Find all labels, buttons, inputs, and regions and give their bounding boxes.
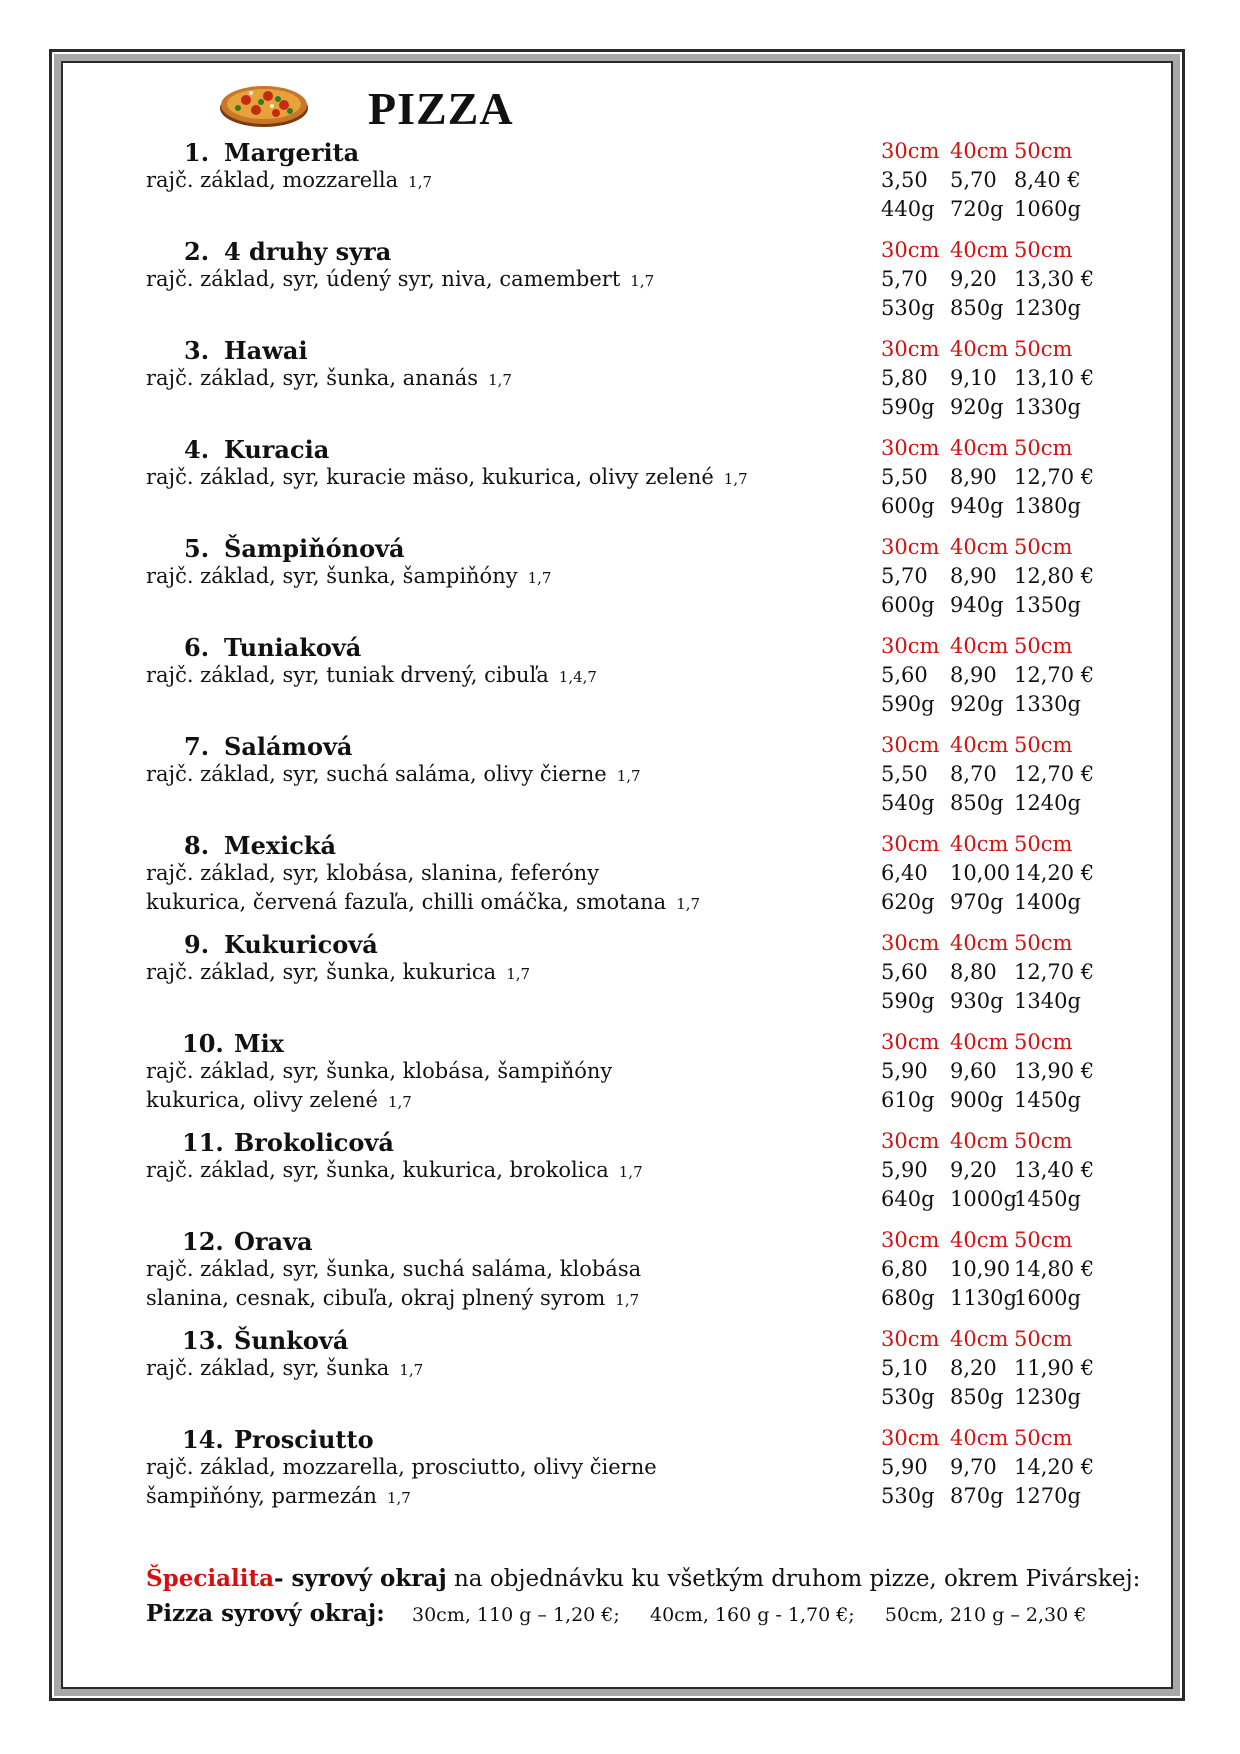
- pizza-ingredients: [146, 1158, 643, 1182]
- page-title: PIZZA: [368, 83, 514, 134]
- crust-prices: 30cm, 110 g – 1,20 €; 40cm, 160 g - 1,70 €; 50cm, 210 g – 2,30 €: [412, 1604, 1087, 1626]
- pizza-ingredients: [146, 1455, 657, 1479]
- pizza-name-text: Salámová: [224, 732, 353, 761]
- price-value: 8,90: [950, 663, 997, 687]
- crust-label: Pizza syrový okraj:: [146, 1600, 385, 1627]
- price-value: 6,40: [881, 861, 928, 885]
- price-value: 13,90 €: [1014, 1059, 1095, 1083]
- size-label: 40cm: [950, 1327, 1009, 1351]
- allergen-codes: 1,7: [630, 272, 655, 290]
- pizza-name-text: Mexická: [224, 831, 337, 860]
- pizza-name: [184, 930, 378, 959]
- ingredients-text: rajč. základ, mozzarella, prosciutto, olivy čierne: [146, 1455, 657, 1479]
- pizza-ingredients: [146, 1286, 639, 1310]
- pizza-ingredients: [146, 663, 597, 687]
- pizza-ingredients: [146, 1059, 612, 1083]
- pizza-name: [182, 1128, 394, 1157]
- price-value: 8,70: [950, 762, 997, 786]
- size-label: 40cm: [950, 1228, 1009, 1252]
- price-value: 5,90: [881, 1158, 928, 1182]
- weight-value: 850g: [950, 1385, 1004, 1409]
- pizza-name: [182, 1326, 348, 1355]
- weight-value: 610g: [881, 1088, 935, 1112]
- pizza-number: 2.: [184, 237, 210, 266]
- ingredients-text: rajč. základ, syr, šunka, suchá saláma, klobása: [146, 1257, 642, 1281]
- price-value: 12,70 €: [1014, 663, 1095, 687]
- size-label: 40cm: [950, 832, 1009, 856]
- price-value: 8,40 €: [1014, 168, 1081, 192]
- size-label: 30cm: [881, 832, 940, 856]
- price-value: 5,60: [881, 663, 928, 687]
- pizza-item: [0, 930, 1240, 1026]
- size-label: 40cm: [950, 337, 1009, 361]
- size-label: 30cm: [881, 535, 940, 559]
- pizza-ingredients: [146, 366, 512, 390]
- price-value: 13,40 €: [1014, 1158, 1095, 1182]
- size-label: 30cm: [881, 1228, 940, 1252]
- allergen-codes: 1,7: [488, 371, 512, 389]
- pizza-ingredients: [146, 1484, 411, 1508]
- price-value: 14,20 €: [1014, 861, 1095, 885]
- pizza-ingredients: [146, 1088, 412, 1112]
- price-value: 12,70 €: [1014, 762, 1095, 786]
- size-label: 30cm: [881, 1129, 940, 1153]
- weight-value: 1000g: [950, 1187, 1017, 1211]
- pizza-item: [0, 831, 1240, 927]
- price-value: 8,20: [950, 1356, 997, 1380]
- size-label: 50cm: [1014, 931, 1073, 955]
- size-label: 50cm: [1014, 436, 1073, 460]
- pizza-item: [0, 534, 1240, 630]
- pizza-number: 8.: [184, 831, 210, 860]
- weight-value: 1350g: [1014, 593, 1081, 617]
- allergen-codes: 1,7: [618, 1163, 643, 1181]
- pizza-ingredients: [146, 861, 599, 885]
- weight-value: 930g: [950, 989, 1004, 1013]
- size-label: 50cm: [1014, 238, 1073, 262]
- ingredients-text: rajč. základ, syr, šunka: [146, 1356, 390, 1380]
- size-label: 40cm: [950, 1426, 1009, 1450]
- pizza-item: [0, 1128, 1240, 1224]
- ingredients-text: rajč. základ, syr, tuniak drvený, cibuľa: [146, 663, 549, 687]
- pizza-name-text: Šunková: [234, 1326, 349, 1355]
- weight-value: 600g: [881, 593, 935, 617]
- pizza-name: [184, 138, 359, 167]
- size-label: 40cm: [950, 535, 1009, 559]
- price-value: 5,90: [881, 1059, 928, 1083]
- ingredients-text: rajč. základ, syr, šunka, kukurica, brokolica: [146, 1158, 609, 1182]
- pizza-ingredients: [146, 1356, 423, 1380]
- ingredients-text: šampiňóny, parmezán: [146, 1484, 377, 1508]
- price-value: 5,10: [881, 1356, 928, 1380]
- price-value: 11,90 €: [1014, 1356, 1095, 1380]
- pizza-ingredients: [146, 564, 551, 588]
- pizza-number: 14.: [182, 1425, 224, 1454]
- size-label: 30cm: [881, 634, 940, 658]
- weight-value: 540g: [881, 791, 935, 815]
- weight-value: 1240g: [1014, 791, 1081, 815]
- pizza-name: [184, 633, 361, 662]
- size-label: 30cm: [881, 139, 940, 163]
- pizza-item: [0, 435, 1240, 531]
- price-value: 9,60: [950, 1059, 997, 1083]
- pizza-number: 10.: [182, 1029, 224, 1058]
- size-label: 40cm: [950, 238, 1009, 262]
- pizza-ingredients: [146, 465, 748, 489]
- pizza-name-text: Kukuricová: [224, 930, 378, 959]
- size-label: 30cm: [881, 733, 940, 757]
- weight-value: 1380g: [1014, 494, 1081, 518]
- pizza-item: [0, 1227, 1240, 1323]
- pizza-name-text: Margerita: [224, 138, 360, 167]
- price-value: 14,20 €: [1014, 1455, 1095, 1479]
- price-value: 8,80: [950, 960, 997, 984]
- allergen-codes: 1,7: [506, 965, 531, 983]
- size-label: 40cm: [950, 931, 1009, 955]
- pizza-name-text: Tuniaková: [224, 633, 362, 662]
- pizza-item: [0, 237, 1240, 333]
- price-value: 5,90: [881, 1455, 928, 1479]
- weight-value: 530g: [881, 1385, 935, 1409]
- ingredients-text: rajč. základ, mozzarella: [146, 168, 399, 192]
- pizza-item: [0, 1029, 1240, 1125]
- allergen-codes: 1,7: [676, 895, 701, 913]
- price-value: 8,90: [950, 465, 997, 489]
- pizza-item: [0, 732, 1240, 828]
- pizza-item: [0, 336, 1240, 432]
- pizza-ingredients: [146, 267, 654, 291]
- specialty-label: Špecialita: [146, 1565, 274, 1592]
- weight-value: 940g: [950, 593, 1004, 617]
- pizza-name-text: Mix: [234, 1029, 284, 1058]
- size-label: 50cm: [1014, 634, 1073, 658]
- weight-value: 600g: [881, 494, 935, 518]
- pizza-ingredients: [146, 168, 432, 192]
- price-value: 10,00: [950, 861, 1011, 885]
- allergen-codes: 1,7: [527, 569, 552, 587]
- ingredients-text: rajč. základ, syr, kuracie mäso, kukurica, olivy zelené: [146, 465, 714, 489]
- weight-value: 1330g: [1014, 395, 1081, 419]
- weight-value: 440g: [881, 197, 935, 221]
- pizza-name: [182, 1425, 374, 1454]
- weight-value: 1060g: [1014, 197, 1081, 221]
- weight-value: 640g: [881, 1187, 935, 1211]
- weight-value: 900g: [950, 1088, 1004, 1112]
- price-value: 5,70: [881, 267, 928, 291]
- ingredients-text: rajč. základ, syr, údený syr, niva, camembert: [146, 267, 621, 291]
- price-value: 3,50: [881, 168, 928, 192]
- weight-value: 680g: [881, 1286, 935, 1310]
- size-label: 40cm: [950, 436, 1009, 460]
- allergen-codes: 1,7: [408, 173, 433, 191]
- pizza-name-text: Brokolicová: [234, 1128, 394, 1157]
- size-label: 50cm: [1014, 1327, 1073, 1351]
- pizza-number: 12.: [182, 1227, 224, 1256]
- price-value: 9,10: [950, 366, 997, 390]
- price-value: 5,80: [881, 366, 928, 390]
- price-value: 13,10 €: [1014, 366, 1095, 390]
- size-label: 40cm: [950, 634, 1009, 658]
- price-value: 8,90: [950, 564, 997, 588]
- size-label: 50cm: [1014, 1228, 1073, 1252]
- size-label: 40cm: [950, 139, 1009, 163]
- size-label: 50cm: [1014, 1030, 1073, 1054]
- pizza-item: [0, 1326, 1240, 1422]
- pizza-name: [182, 1029, 284, 1058]
- price-value: 5,70: [881, 564, 928, 588]
- price-value: 6,80: [881, 1257, 928, 1281]
- price-value: 10,90: [950, 1257, 1011, 1281]
- size-label: 30cm: [881, 238, 940, 262]
- pizza-number: 4.: [184, 435, 210, 464]
- specialty-line: [146, 1565, 1140, 1592]
- weight-value: 590g: [881, 989, 935, 1013]
- weight-value: 1330g: [1014, 692, 1081, 716]
- weight-value: 1450g: [1014, 1088, 1081, 1112]
- weight-value: 1230g: [1014, 1385, 1081, 1409]
- pizza-name-text: 4 druhy syra: [224, 237, 392, 266]
- ingredients-text: rajč. základ, syr, šunka, kukurica: [146, 960, 497, 984]
- price-value: 5,50: [881, 762, 928, 786]
- size-label: 30cm: [881, 931, 940, 955]
- ingredients-text: kukurica, olivy zelené: [146, 1088, 378, 1112]
- pizza-name: [184, 534, 405, 563]
- price-value: 12,80 €: [1014, 564, 1095, 588]
- size-label: 50cm: [1014, 733, 1073, 757]
- weight-value: 1450g: [1014, 1187, 1081, 1211]
- pizza-name-text: Prosciutto: [234, 1425, 374, 1454]
- weight-value: 850g: [950, 791, 1004, 815]
- price-value: 12,70 €: [1014, 465, 1095, 489]
- size-label: 40cm: [950, 1129, 1009, 1153]
- price-value: 9,20: [950, 267, 997, 291]
- ingredients-text: rajč. základ, syr, klobása, slanina, feferóny: [146, 861, 600, 885]
- allergen-codes: 1,7: [615, 1291, 640, 1309]
- allergen-codes: 1,7: [399, 1361, 424, 1379]
- size-label: 50cm: [1014, 337, 1073, 361]
- pizza-ingredients: [146, 1257, 641, 1281]
- pizza-name-text: Kuracia: [224, 435, 330, 464]
- size-label: 30cm: [881, 436, 940, 460]
- pizza-ingredients: [146, 960, 530, 984]
- weight-value: 530g: [881, 296, 935, 320]
- pizza-number: 9.: [184, 930, 210, 959]
- weight-value: 940g: [950, 494, 1004, 518]
- pizza-name: [184, 831, 336, 860]
- weight-value: 1600g: [1014, 1286, 1081, 1310]
- size-label: 50cm: [1014, 535, 1073, 559]
- pizza-name-text: Orava: [234, 1227, 313, 1256]
- price-value: 5,60: [881, 960, 928, 984]
- size-label: 50cm: [1014, 832, 1073, 856]
- ingredients-text: slanina, cesnak, cibuľa, okraj plnený syrom: [146, 1286, 606, 1310]
- pizza-number: 7.: [184, 732, 210, 761]
- ingredients-text: rajč. základ, syr, šunka, klobása, šampiňóny: [146, 1059, 613, 1083]
- specialty-note: na objednávku ku všetkým druhom pizze, okrem Pivárskej:: [446, 1566, 1141, 1592]
- price-value: 14,80 €: [1014, 1257, 1095, 1281]
- price-value: 9,20: [950, 1158, 997, 1182]
- size-label: 40cm: [950, 1030, 1009, 1054]
- pizza-name: [184, 237, 391, 266]
- pizza-name: [184, 732, 352, 761]
- ingredients-text: rajč. základ, syr, šunka, ananás: [146, 366, 479, 390]
- weight-value: 1230g: [1014, 296, 1081, 320]
- ingredients-text: kukurica, červená fazuľa, chilli omáčka, smotana: [146, 890, 667, 914]
- weight-value: 1400g: [1014, 890, 1081, 914]
- weight-value: 850g: [950, 296, 1004, 320]
- size-label: 30cm: [881, 337, 940, 361]
- weight-value: 530g: [881, 1484, 935, 1508]
- weight-value: 870g: [950, 1484, 1004, 1508]
- allergen-codes: 1,7: [386, 1489, 411, 1507]
- pizza-icon: [218, 78, 310, 130]
- weight-value: 920g: [950, 395, 1004, 419]
- pizza-ingredients: [146, 762, 641, 786]
- allergen-codes: 1,7: [723, 470, 748, 488]
- pizza-number: 11.: [182, 1128, 224, 1157]
- weight-value: 1130g: [950, 1286, 1017, 1310]
- price-value: 9,70: [950, 1455, 997, 1479]
- size-label: 50cm: [1014, 1129, 1073, 1153]
- price-value: 12,70 €: [1014, 960, 1095, 984]
- pizza-number: 1.: [184, 138, 210, 167]
- weight-value: 1270g: [1014, 1484, 1081, 1508]
- price-value: 13,30 €: [1014, 267, 1095, 291]
- weight-value: 1340g: [1014, 989, 1081, 1013]
- crust-price-line: [146, 1600, 1086, 1627]
- pizza-item: [0, 1425, 1240, 1521]
- size-label: 50cm: [1014, 1426, 1073, 1450]
- pizza-number: 5.: [184, 534, 210, 563]
- allergen-codes: 1,4,7: [558, 668, 597, 686]
- weight-value: 590g: [881, 395, 935, 419]
- price-value: 5,70: [950, 168, 997, 192]
- weight-value: 590g: [881, 692, 935, 716]
- pizza-number: 3.: [184, 336, 210, 365]
- pizza-name-text: Hawai: [224, 336, 308, 365]
- weight-value: 720g: [950, 197, 1004, 221]
- pizza-name: [184, 336, 308, 365]
- size-label: 30cm: [881, 1030, 940, 1054]
- pizza-item: [0, 138, 1240, 234]
- weight-value: 970g: [950, 890, 1004, 914]
- size-label: 50cm: [1014, 139, 1073, 163]
- price-value: 5,50: [881, 465, 928, 489]
- pizza-name: [184, 435, 329, 464]
- size-label: 40cm: [950, 733, 1009, 757]
- ingredients-text: rajč. základ, syr, šunka, šampiňóny: [146, 564, 518, 588]
- allergen-codes: 1,7: [387, 1093, 412, 1111]
- size-label: 30cm: [881, 1426, 940, 1450]
- pizza-name-text: Šampiňónová: [224, 534, 405, 563]
- weight-value: 920g: [950, 692, 1004, 716]
- specialty-crust: - syrový okraj: [273, 1565, 447, 1592]
- weight-value: 620g: [881, 890, 935, 914]
- pizza-ingredients: [146, 890, 700, 914]
- allergen-codes: 1,7: [616, 767, 641, 785]
- pizza-number: 13.: [182, 1326, 224, 1355]
- pizza-item: [0, 633, 1240, 729]
- ingredients-text: rajč. základ, syr, suchá saláma, olivy čierne: [146, 762, 607, 786]
- size-label: 30cm: [881, 1327, 940, 1351]
- pizza-name: [182, 1227, 313, 1256]
- pizza-number: 6.: [184, 633, 210, 662]
